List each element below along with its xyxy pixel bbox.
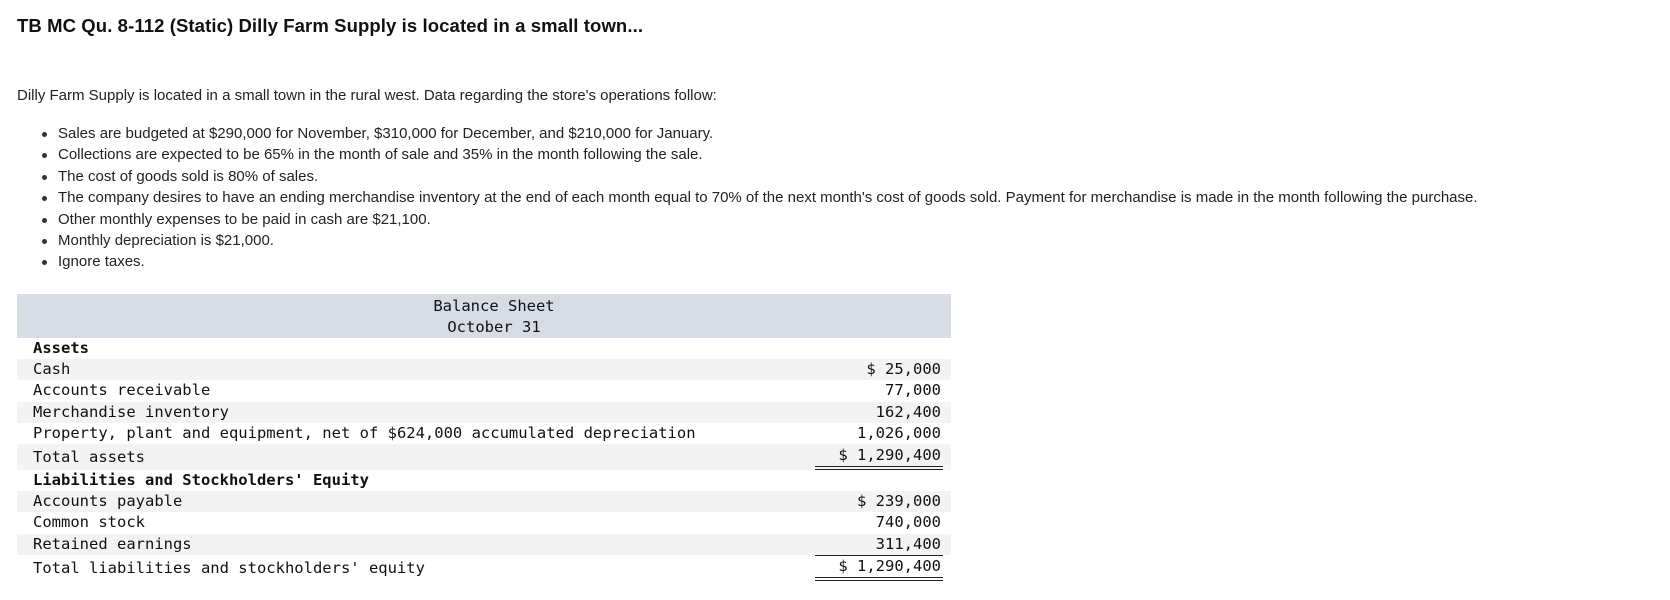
total-liabilities-equity-value: $ 1,290,400 bbox=[815, 555, 943, 581]
list-item-text: Collections are expected to be 65% in the month of sale and 35% in the month following the sale. bbox=[58, 146, 703, 164]
accounts-payable-value: $ 239,000 bbox=[857, 492, 941, 511]
operations-list bbox=[40, 123, 1478, 273]
table-row bbox=[17, 555, 951, 581]
total-assets-label: Total assets bbox=[33, 447, 145, 466]
common-stock-label: Common stock bbox=[33, 513, 145, 532]
list-item-text: Sales are budgeted at $290,000 for November, $310,000 for December, and $210,000 for January. bbox=[58, 125, 714, 142]
table-row bbox=[17, 423, 951, 444]
list-item-text: Ignore taxes. bbox=[58, 253, 145, 271]
list-item-text: Other monthly expenses to be paid in cash are $21,100. bbox=[58, 210, 431, 228]
accounts-receivable-value: 77,000 bbox=[885, 381, 941, 400]
table-row bbox=[17, 491, 951, 512]
table-row bbox=[17, 402, 951, 423]
cash-value: $ 25,000 bbox=[866, 360, 941, 379]
balance-sheet-header bbox=[17, 294, 951, 338]
ppe-label: Property, plant and equipment, net of $624,000 accumulated depreciation bbox=[33, 423, 696, 442]
list-item-text: Monthly depreciation is $21,000. bbox=[58, 231, 274, 249]
retained-earnings-label: Retained earnings bbox=[33, 534, 192, 553]
bullet-icon bbox=[42, 239, 47, 244]
total-assets-value: $ 1,290,400 bbox=[815, 444, 943, 470]
list-item bbox=[40, 209, 1478, 230]
bullet-icon bbox=[42, 260, 47, 265]
merchandise-inventory-value: 162,400 bbox=[875, 402, 941, 421]
ppe-value: 1,026,000 bbox=[815, 423, 943, 445]
page-title: TB MC Qu. 8-112 (Static) Dilly Farm Supply is located in a small town... bbox=[17, 15, 644, 36]
table-row bbox=[17, 534, 951, 555]
accounts-receivable-label: Accounts receivable bbox=[33, 381, 211, 400]
bullet-icon bbox=[42, 218, 47, 223]
list-item-text: The company desires to have an ending merchandise inventory at the end of each month equal to 70% of the next month's cost of goods sold. Payment for merchandise is made in the month following the purchase. bbox=[58, 189, 1478, 207]
retained-earnings-value: 311,400 bbox=[815, 534, 943, 556]
balance-sheet-date: October 31 bbox=[447, 318, 541, 336]
assets-heading-row bbox=[17, 338, 951, 359]
list-item bbox=[40, 187, 1478, 208]
assets-heading: Assets bbox=[33, 339, 89, 357]
liabilities-heading: Liabilities and Stockholders' Equity bbox=[33, 470, 369, 489]
table-row bbox=[17, 380, 951, 401]
table-row bbox=[17, 359, 951, 380]
list-item bbox=[40, 230, 1478, 251]
table-row bbox=[17, 512, 951, 533]
total-liabilities-equity-label: Total liabilities and stockholders' equity bbox=[33, 558, 425, 577]
list-item bbox=[40, 123, 1478, 144]
bullet-icon bbox=[42, 153, 47, 158]
merchandise-inventory-label: Merchandise inventory bbox=[33, 402, 229, 421]
accounts-payable-label: Accounts payable bbox=[33, 492, 183, 511]
bullet-icon bbox=[42, 132, 47, 137]
balance-sheet-table bbox=[17, 294, 951, 581]
bullet-icon bbox=[42, 175, 47, 180]
table-row bbox=[17, 444, 951, 470]
list-item bbox=[40, 251, 1478, 272]
intro-text: Dilly Farm Supply is located in a small town in the rural west. Data regarding the store's operations follow: bbox=[17, 87, 717, 104]
list-item bbox=[40, 166, 1478, 187]
list-item-text: The cost of goods sold is 80% of sales. bbox=[58, 167, 319, 185]
bullet-icon bbox=[42, 196, 47, 201]
liabilities-heading-row bbox=[17, 470, 951, 491]
balance-sheet-title: Balance Sheet bbox=[433, 297, 555, 315]
list-item bbox=[40, 144, 1478, 165]
cash-label: Cash bbox=[33, 360, 71, 379]
common-stock-value: 740,000 bbox=[875, 513, 941, 532]
